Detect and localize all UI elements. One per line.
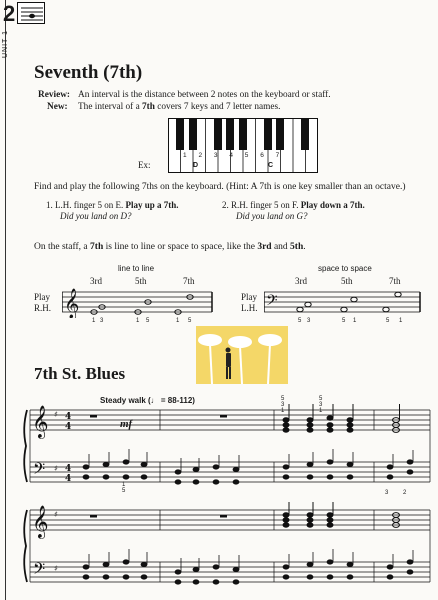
bass-staff — [264, 288, 422, 318]
staff-intro-pre: On the staff, a — [34, 242, 91, 252]
treble-staff — [62, 288, 214, 318]
start-note-label: D — [193, 162, 199, 169]
svg-text:𝄢: 𝄢 — [33, 560, 46, 582]
treble-interval-5th: 5th — [135, 276, 147, 286]
new-row — [47, 102, 68, 112]
svg-text:𝄢: 𝄢 — [33, 460, 46, 482]
section-title: Seventh (7th) — [34, 62, 143, 83]
staff-intro-end: . — [303, 242, 306, 252]
key-numbers — [183, 152, 279, 159]
bass-example-heading: space to space — [318, 264, 372, 273]
page-number: 2 — [3, 1, 16, 26]
task-1-text: 1. L.H. finger 5 on E. — [46, 200, 126, 210]
staff-intro-mid: is line to line or space to space, like the — [103, 242, 258, 252]
svg-text:𝄞: 𝄞 — [32, 505, 49, 538]
key-number: 1 — [183, 152, 187, 159]
new-label: New: — [47, 102, 68, 112]
dynamic-marking: mf — [120, 418, 133, 430]
svg-text:𝄞: 𝄞 — [64, 289, 80, 318]
treble-finger: 5 — [146, 318, 150, 324]
key-number: 2 — [198, 152, 203, 159]
svg-text:4: 4 — [65, 412, 72, 422]
unit-label: UNIT 1 — [2, 30, 9, 59]
finger: 5 — [319, 396, 323, 402]
key-number: 6 — [260, 152, 264, 159]
task-1-bold: Play up a 7th. — [125, 200, 179, 210]
new-text — [78, 102, 280, 112]
key-number: 7 — [275, 152, 280, 159]
bass-interval-3rd: 3rd — [295, 276, 307, 286]
task-2-bold: Play down a 7th. — [300, 200, 365, 210]
finger: 1 — [319, 408, 323, 414]
treble-example-heading: line to line — [118, 264, 155, 273]
svg-text:4: 4 — [65, 422, 72, 432]
finger: 1 — [122, 482, 126, 488]
new-text-post: covers 7 keys and 7 letter names. — [154, 102, 281, 112]
svg-text:♯: ♯ — [54, 564, 58, 573]
bass-finger: 3 — [307, 318, 311, 324]
key-number: 3 — [213, 152, 218, 159]
finger: 1 — [281, 408, 285, 414]
bass-end-fingering-2: 2 — [403, 490, 407, 496]
finger: 5 — [281, 396, 285, 402]
key-number: 5 — [244, 152, 249, 159]
treble-play-label: Play — [34, 292, 51, 302]
finger: 3 — [319, 402, 323, 408]
bass-finger: 5 — [342, 318, 346, 324]
treble-finger: 3 — [100, 318, 104, 324]
treble-interval-7th: 7th — [183, 276, 195, 286]
tempo-marking: Steady walk (♩ = 88-112) — [100, 396, 195, 405]
key-number: 4 — [229, 152, 233, 159]
bass-fingering — [122, 482, 125, 494]
piece-title: 7th St. Blues — [34, 364, 126, 383]
finger: 5 — [122, 488, 126, 494]
palm-tree-illustration — [196, 326, 288, 384]
bass-end-fingering-1: 3 — [385, 490, 389, 496]
treble-finger: 1 — [176, 318, 180, 324]
svg-text:4: 4 — [65, 474, 72, 484]
review-label: Review: — [38, 90, 71, 100]
new-text-pre: The interval of a — [78, 102, 143, 112]
keyboard-illustration — [168, 118, 318, 173]
review-text: An interval is the distance between 2 notes on the keyboard or staff. — [78, 90, 331, 100]
bass-interval-5th: 5th — [341, 276, 353, 286]
svg-text:𝄞: 𝄞 — [32, 405, 49, 438]
svg-text:𝄢: 𝄢 — [266, 292, 278, 313]
bass-finger: 5 — [386, 318, 390, 324]
treble-finger: 1 — [92, 318, 96, 324]
treble-finger: 1 — [136, 318, 140, 324]
bass-finger: 1 — [353, 318, 357, 324]
staff-intro-bold-1: 7th — [90, 242, 104, 252]
end-note-label: C — [268, 162, 274, 169]
task-2 — [222, 200, 365, 221]
svg-text:♯: ♯ — [54, 464, 58, 473]
task-1 — [46, 200, 179, 221]
find-play-instruction: Find and play the following 7ths on the keyboard. (Hint: A 7th is one key smaller than an octave.) — [34, 182, 406, 192]
staff-intro-text — [34, 242, 306, 252]
staff-intro-and: and — [271, 242, 291, 252]
svg-text:♯: ♯ — [54, 510, 58, 519]
bass-play-label: Play — [241, 292, 258, 302]
svg-text:♯: ♯ — [54, 410, 58, 419]
bass-interval-7th: 7th — [389, 276, 401, 286]
piano-score — [20, 398, 432, 600]
review-row — [38, 90, 70, 100]
staff-intro-bold-3: 5th — [290, 242, 304, 252]
new-text-bold: 7th — [142, 102, 155, 112]
finger: 3 — [281, 402, 285, 408]
bass-finger: 1 — [399, 318, 403, 324]
bass-finger: 5 — [298, 318, 302, 324]
staff-intro-bold-2: 3rd — [257, 242, 272, 252]
treble-hand-label: R.H. — [34, 303, 52, 313]
task-2-note: Did you land on G? — [236, 211, 308, 221]
treble-interval-3rd: 3rd — [90, 276, 102, 286]
staff-icon — [17, 2, 45, 24]
task-2-text: 2. R.H. finger 5 on F. — [222, 200, 301, 210]
treble-finger: 5 — [188, 318, 192, 324]
bass-hand-label: L.H. — [241, 303, 258, 313]
example-label: Ex: — [138, 160, 151, 170]
task-1-note: Did you land on D? — [60, 211, 132, 221]
svg-text:4: 4 — [65, 464, 72, 474]
page-edge-rule — [5, 0, 6, 600]
